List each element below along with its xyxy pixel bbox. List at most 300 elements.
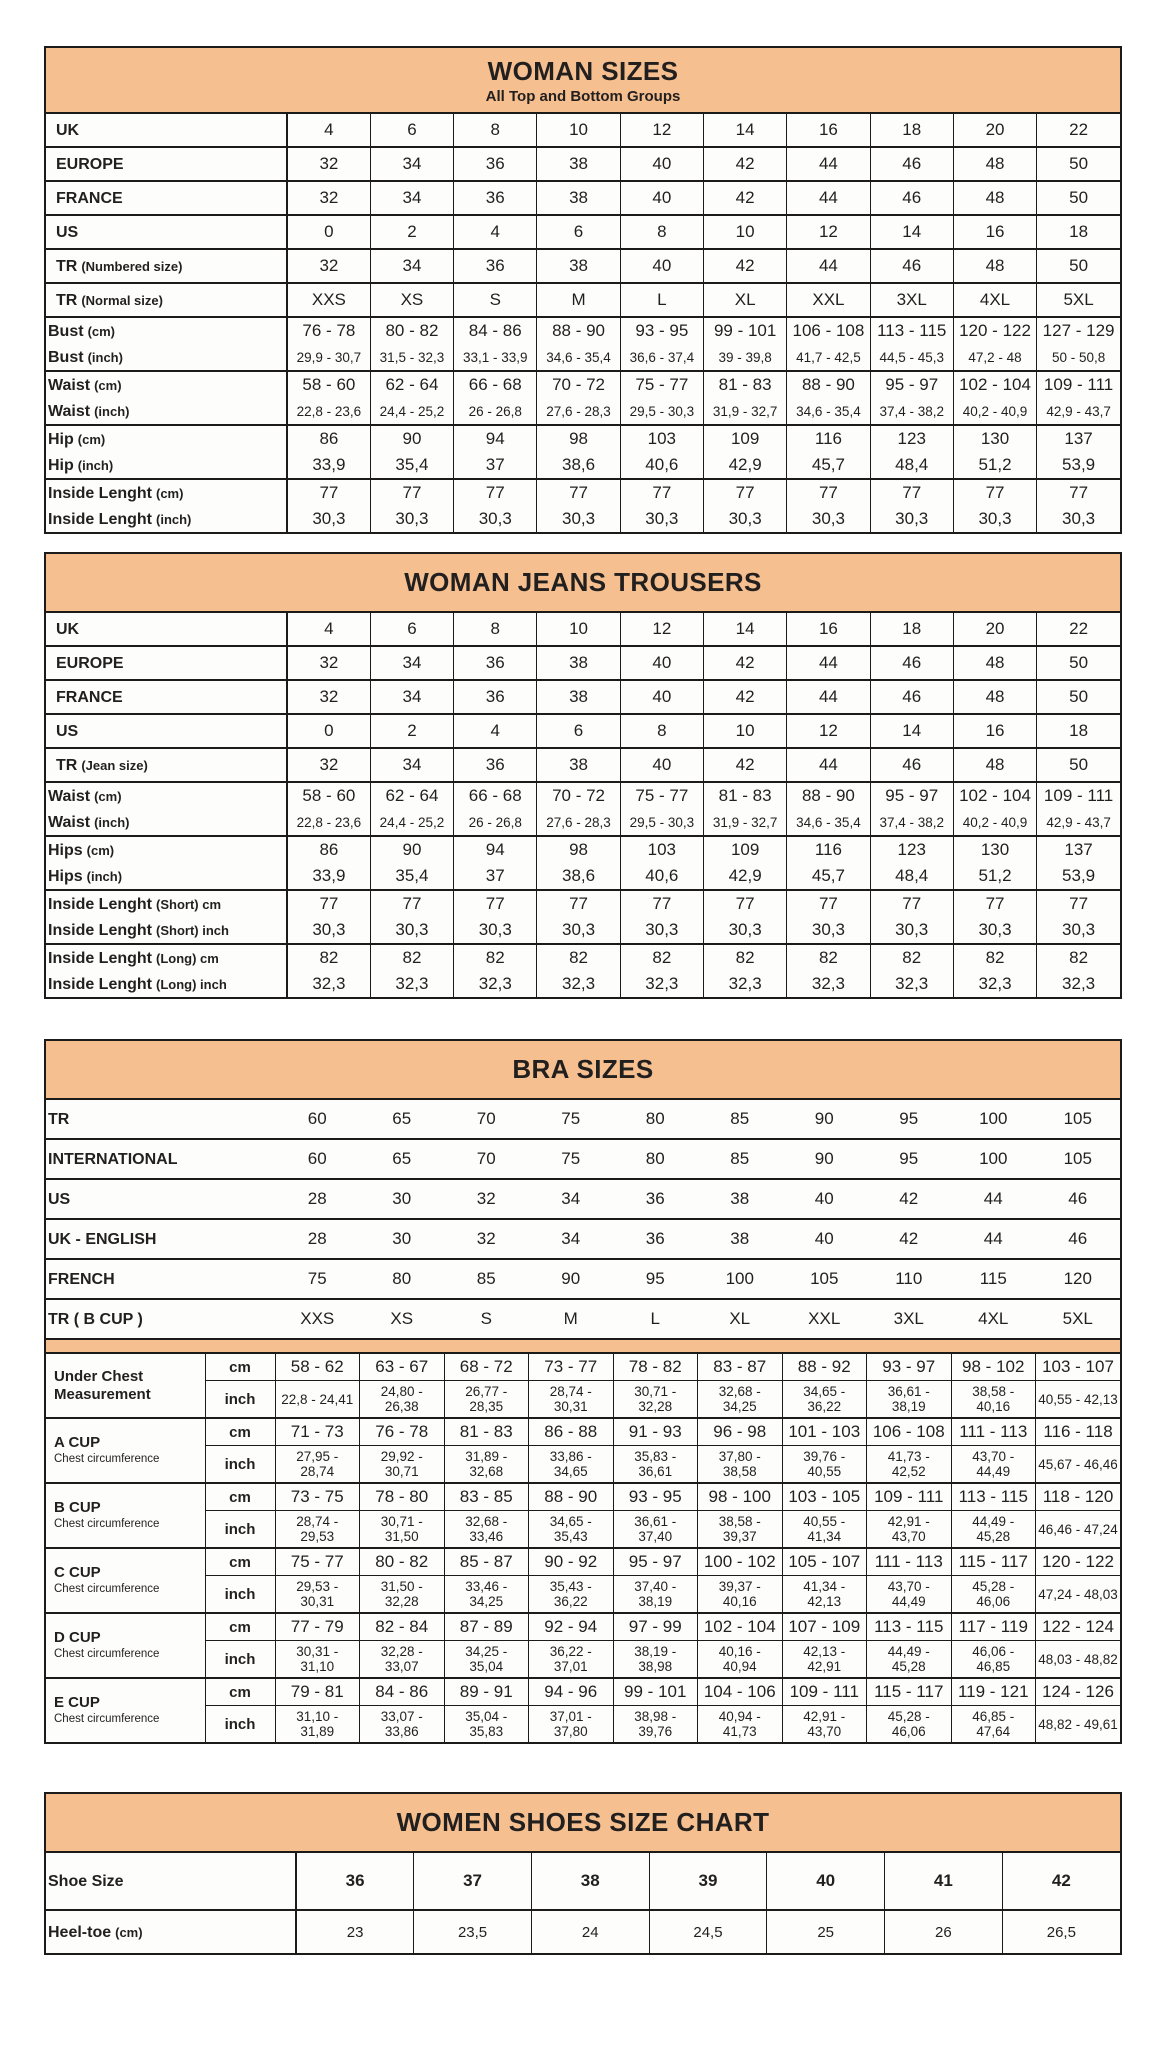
size-value-cell: 37 [454,863,537,890]
table-row-group [46,944,1120,997]
size-value-cell: 38 [537,147,620,181]
table-row [46,748,1120,782]
table-row-group [46,646,1120,680]
row-label-main: Inside Lenght [48,896,152,913]
size-value-cell: XL [703,283,786,317]
size-value-cell: 36 [454,748,537,782]
row-label-main: TR [56,292,78,309]
size-value-cell: 29,9 - 30,7 [287,344,370,371]
size-value-cell: S [480,1309,492,1328]
size-value-cell: 77 [537,479,620,506]
size-value-cell: 48 [953,147,1036,181]
size-value-cell: 38 [730,1229,750,1248]
row-label-main: EUROPE [56,655,124,672]
row-label-note: (cm) [77,432,106,447]
cup-sublabel: Chest circumference [54,1452,160,1465]
table-row [46,215,1120,249]
row-label [46,452,287,479]
row-label [46,809,287,836]
size-value-cell: XL [729,1309,751,1328]
size-value-cell: 89 - 91 [444,1678,529,1706]
size-value-cell: 12 [787,714,870,748]
size-value-cell: 34,65 - 35,43 [529,1511,614,1549]
size-value-cell: 40 [814,1229,834,1248]
table-row [46,1100,1120,1139]
size-value-cell: 6 [537,714,620,748]
size-value-cell: 42 [703,748,786,782]
size-value-cell: 22,8 - 23,6 [287,809,370,836]
size-value-cell: 86 [287,836,370,863]
size-value-cell: 5XL [1062,1309,1093,1328]
table-row-group [46,782,1120,836]
row-label-note: (inch) [94,815,130,830]
size-value-cell: 30,3 [370,917,453,944]
size-value-cell: M [537,283,620,317]
size-value-cell: 42,13 - 42,91 [782,1641,867,1679]
table-row [46,613,1120,646]
row-label-main: Inside Lenght [48,950,152,967]
size-value-cell: 45,28 - 46,06 [867,1706,952,1743]
bra-cup-measurement-table [46,1354,1120,1742]
size-value-cell: 26 [885,1910,1003,1953]
cup-sublabel: Chest circumference [54,1712,160,1725]
size-value-cell: 85 [476,1269,496,1288]
size-value-cell: 90 [370,425,453,452]
size-value-cell: 29,5 - 30,3 [620,398,703,425]
size-value-cell: 42 [703,249,786,283]
size-value-cell: 44 [787,249,870,283]
table-row-group [46,249,1120,283]
size-value-cell: 94 [454,836,537,863]
size-value-cell: 44 [787,147,870,181]
size-value-cell: 34 [370,680,453,714]
size-value-cell: XXS [287,283,370,317]
size-value-cell: 103 - 105 [782,1483,867,1511]
size-value-cell: 40 [620,680,703,714]
row-label-main: Waist [48,788,91,805]
size-value-cell: 31,10 - 31,89 [275,1706,360,1743]
size-value-cell: 40,94 - 41,73 [698,1706,783,1743]
size-value-cell: 77 [620,890,703,917]
size-value-cell: 22 [1037,114,1120,147]
cup-name: Under Chest Measurement [54,1368,151,1403]
table-row-group [46,215,1120,249]
size-value-cell: 46 [870,181,953,215]
size-value-cell: 26,5 [1002,1910,1120,1953]
row-label [46,249,287,283]
size-value-cell: 98 - 100 [698,1483,783,1511]
size-value-cell: 93 - 95 [613,1483,698,1511]
row-label-main: FRANCE [56,689,123,706]
size-value-cell: 4XL [978,1309,1009,1328]
size-value-cell: 45,7 [787,452,870,479]
size-value-cell: 41,34 - 42,13 [782,1576,867,1614]
table-row-group [46,1853,1120,1910]
size-value-cell: 80 - 82 [360,1548,445,1576]
size-value-cell: 120 [1063,1269,1092,1288]
size-value-cell: 45,7 [787,863,870,890]
size-value-cell: 81 - 83 [703,371,786,398]
row-label [46,1219,275,1259]
size-value-cell: 36,61 - 38,19 [867,1381,952,1419]
size-value-cell: 86 [287,425,370,452]
row-label-main: Heel-toe [48,1924,112,1941]
size-value-cell: 4 [454,215,537,249]
size-value-cell: 77 [370,479,453,506]
size-value-cell: 30,3 [287,506,370,532]
size-value-cell: 30,3 [953,917,1036,944]
size-value-cell: 16 [953,215,1036,249]
size-value-cell: 105 - 107 [782,1548,867,1576]
woman-jeans-title: WOMAN JEANS TROUSERS [404,567,762,597]
size-value-cell: 75 [561,1109,581,1128]
size-value-cell: 113 - 115 [951,1483,1036,1511]
size-value-cell: 34 [561,1189,581,1208]
table-row-group [46,714,1120,748]
size-value-cell: 32 [287,249,370,283]
size-value-cell: 38,6 [537,863,620,890]
size-value-cell: 98 - 102 [951,1354,1036,1381]
row-label [46,114,287,147]
table-row-group [46,1354,1120,1418]
size-value-cell: 10 [703,215,786,249]
size-value-cell: 65 [392,1149,412,1168]
size-value-cell: 111 - 113 [867,1548,952,1576]
table-row [46,1259,1120,1299]
row-label [46,944,287,971]
row-label-note: (Numbered size) [81,259,183,274]
size-value-cell: 32,28 - 33,07 [360,1641,445,1679]
size-value-cell: 80 [645,1109,665,1128]
size-value-cell: 77 [370,890,453,917]
size-value-cell: 78 - 82 [613,1354,698,1381]
size-value-cell: 109 [703,836,786,863]
size-value-cell: 30,31 - 31,10 [275,1641,360,1679]
size-value-cell: 115 - 117 [951,1548,1036,1576]
size-value-cell: 20 [953,613,1036,646]
size-value-cell: 137 [1037,836,1120,863]
size-value-cell: 31,9 - 32,7 [703,809,786,836]
size-value-cell: S [454,283,537,317]
size-value-cell: 102 - 104 [698,1613,783,1641]
size-value-cell: 34 [370,646,453,680]
size-value-cell: 137 [1037,425,1120,452]
size-value-cell: 40 [620,181,703,215]
size-value-cell: 97 - 99 [613,1613,698,1641]
table-row-group [46,317,1120,371]
row-label-note: (cm) [115,1925,143,1940]
size-value-cell: 48,03 - 48,82 [1036,1641,1121,1679]
size-value-cell: 18 [870,114,953,147]
table-row [46,971,1120,997]
size-value-cell: 30,3 [1037,506,1120,532]
row-label-note: (cm) [156,486,184,501]
row-label [46,283,287,317]
size-value-cell: 40,2 - 40,9 [953,809,1036,836]
size-value-cell: 75 [561,1149,581,1168]
size-value-cell: 77 [1037,479,1120,506]
size-value-cell: 4 [287,613,370,646]
row-label-main: UK [56,122,80,139]
size-value-cell: 30,3 [953,506,1036,532]
row-label-main: TR ( B CUP ) [48,1311,143,1328]
size-value-cell: 30,3 [620,917,703,944]
row-label-main: Hips [48,842,83,859]
size-value-cell: 82 [953,944,1036,971]
size-value-cell: 95 - 97 [870,782,953,809]
size-value-cell: 88 - 90 [529,1483,614,1511]
size-value-cell: 87 - 89 [444,1613,529,1641]
size-value-cell: 43,70 - 44,49 [951,1446,1036,1484]
size-value-cell: 30,3 [703,506,786,532]
table-row-group [46,1219,1120,1259]
row-label [46,371,287,398]
table-row-group [46,1299,1120,1338]
size-value-cell: 47,2 - 48 [953,344,1036,371]
size-value-cell: 40,16 - 40,94 [698,1641,783,1679]
size-value-cell: XS [370,283,453,317]
table-row-group [46,1139,1120,1179]
size-value-cell: 32,68 - 33,46 [444,1511,529,1549]
size-value-cell: 85 [730,1149,750,1168]
row-label [46,506,287,532]
cup-name: D CUP [54,1629,101,1647]
shoes-header [46,1794,1120,1853]
size-value-cell: 39,76 - 40,55 [782,1446,867,1484]
size-value-cell: 46 [870,147,953,181]
size-value-cell: 50 [1037,181,1120,215]
table-row-group [46,479,1120,532]
size-value-cell: XXS [300,1309,335,1328]
size-value-cell: 82 [703,944,786,971]
table-row [46,398,1120,425]
unit-cell: inch [205,1576,275,1614]
size-value-cell: 41,73 - 42,52 [867,1446,952,1484]
table-row-group [46,890,1120,944]
size-value-cell: 36 [454,181,537,215]
table-row [46,1576,1120,1614]
size-value-cell: 38 [537,680,620,714]
size-value-cell: 53,9 [1037,863,1120,890]
size-value-cell: 38,19 - 38,98 [613,1641,698,1679]
size-value-cell: 127 - 129 [1037,317,1120,344]
size-value-cell: 53,9 [1037,452,1120,479]
cup-label [46,1354,205,1418]
row-label-main: FRANCE [56,190,123,207]
size-value-cell: 70 - 72 [537,782,620,809]
size-value-cell: 104 - 106 [698,1678,783,1706]
row-label-main: Waist [48,814,91,831]
size-value-cell: 32 [287,646,370,680]
cup-label [46,1548,205,1613]
table-row-group [46,1613,1120,1678]
size-value-cell: 65 [392,1109,412,1128]
size-value-cell: 44 [983,1189,1003,1208]
bra-conversion-table [46,1100,1120,1338]
size-value-cell: 30 [392,1189,412,1208]
size-value-cell: 88 - 92 [782,1354,867,1381]
size-value-cell: 35,43 - 36,22 [529,1576,614,1614]
size-value-cell: 76 - 78 [360,1418,445,1446]
size-value-cell: 29,53 - 30,31 [275,1576,360,1614]
row-label-main: Hip [48,431,74,448]
size-value-cell: 44 [787,181,870,215]
size-value-cell: 77 [620,479,703,506]
size-value-cell: 95 - 97 [613,1548,698,1576]
table-row [46,809,1120,836]
table-row [46,1299,1120,1338]
size-value-cell: 46 [1068,1229,1088,1248]
unit-cell: inch [205,1446,275,1484]
row-label [46,971,287,997]
size-value-cell: 50 [1037,680,1120,714]
size-value-cell: 46 [1068,1189,1088,1208]
size-value-cell: 35,83 - 36,61 [613,1446,698,1484]
unit-cell: inch [205,1641,275,1679]
size-value-cell: 18 [870,613,953,646]
size-value-cell: 81 - 83 [703,782,786,809]
size-value-cell: 50 [1037,748,1120,782]
bra-sizes-title: BRA SIZES [512,1054,654,1084]
size-value-cell: 85 - 87 [444,1548,529,1576]
size-value-cell: 40,55 - 41,34 [782,1511,867,1549]
row-label-main: Shoe Size [48,1873,124,1890]
size-value-cell: 37,4 - 38,2 [870,398,953,425]
size-value-cell: 30,3 [454,917,537,944]
size-value-cell: 92 - 94 [529,1613,614,1641]
table-row [46,283,1120,317]
shoes-title: WOMEN SHOES SIZE CHART [396,1807,770,1837]
table-row [46,452,1120,479]
size-value-cell: 82 [454,944,537,971]
size-value-cell: 28,74 - 30,31 [529,1381,614,1419]
size-value-cell: 82 [287,944,370,971]
size-value-cell: 32,3 [620,971,703,997]
size-value-cell: 99 - 101 [703,317,786,344]
size-value-cell: 36,6 - 37,4 [620,344,703,371]
row-label [46,613,287,646]
size-value-cell: 46 [870,646,953,680]
row-label-main: TR [56,757,78,774]
table-row [46,479,1120,506]
size-value-cell: 95 [899,1109,919,1128]
size-value-cell: 48 [953,249,1036,283]
size-value-cell: 36 [454,646,537,680]
size-value-cell: 40 [620,249,703,283]
row-label-main: Hip [48,457,74,474]
size-value-cell: 116 - 118 [1036,1418,1121,1446]
size-value-cell: 45,28 - 46,06 [951,1576,1036,1614]
size-value-cell: 32 [287,748,370,782]
size-value-cell: 98 [537,836,620,863]
size-value-cell: 42 [703,680,786,714]
size-value-cell: 30,3 [537,506,620,532]
size-value-cell: 41,7 - 42,5 [787,344,870,371]
size-value-cell: 51,2 [953,863,1036,890]
table-row [46,917,1120,944]
size-value-cell: 120 - 122 [953,317,1036,344]
size-value-cell: 62 - 64 [370,371,453,398]
size-value-cell: 36 [296,1853,414,1910]
shoes-table [46,1853,1120,1953]
size-value-cell: 119 - 121 [951,1678,1036,1706]
size-value-cell: 60 [307,1149,327,1168]
size-value-cell: 10 [537,613,620,646]
size-value-cell: 116 [787,425,870,452]
size-value-cell: 32,3 [287,971,370,997]
row-label-main: TR [48,1111,70,1128]
cup-label [46,1418,205,1483]
size-value-cell: 8 [620,714,703,748]
table-row [46,317,1120,344]
size-value-cell: 48,4 [870,863,953,890]
cup-sublabel: Chest circumference [54,1517,160,1530]
size-value-cell: 12 [620,114,703,147]
table-row [46,181,1120,215]
size-value-cell: 45,67 - 46,46 [1036,1446,1121,1484]
size-value-cell: 50 - 50,8 [1037,344,1120,371]
size-value-cell: 14 [703,114,786,147]
size-value-cell: 81 - 83 [444,1418,529,1446]
row-label [46,215,287,249]
size-value-cell: 42 [703,646,786,680]
size-value-cell: 33,9 [287,863,370,890]
size-value-cell: 26,77 - 28,35 [444,1381,529,1419]
row-label-note: (Jean size) [81,758,148,773]
size-value-cell: 36 [645,1189,665,1208]
size-value-cell: 6 [370,114,453,147]
row-label-note: (inch) [94,404,130,419]
row-label-note: (Normal size) [81,293,163,308]
size-value-cell: 98 [537,425,620,452]
size-value-cell: 88 - 90 [787,782,870,809]
size-value-cell: 80 - 82 [370,317,453,344]
size-value-cell: 44 [787,646,870,680]
size-value-cell: 91 - 93 [613,1418,698,1446]
row-label [46,646,287,680]
row-label-note: (Short) cm [156,897,221,912]
woman-jeans-header [46,554,1120,613]
size-value-cell: 82 [537,944,620,971]
row-label [46,147,287,181]
size-value-cell: 123 [870,836,953,863]
row-label [46,890,287,917]
row-label-note: (Short) inch [156,923,229,938]
size-value-cell: 109 - 111 [782,1678,867,1706]
size-value-cell: 73 - 75 [275,1483,360,1511]
size-value-cell: 83 - 85 [444,1483,529,1511]
size-value-cell: 103 - 107 [1036,1354,1121,1381]
size-value-cell: 32 [287,680,370,714]
size-value-cell: 33,07 - 33,86 [360,1706,445,1743]
row-label [46,863,287,890]
size-value-cell: 77 [703,479,786,506]
size-value-cell: 115 [979,1269,1007,1288]
table-row [46,1179,1120,1219]
size-value-cell: 80 [645,1149,665,1168]
size-value-cell: 8 [454,613,537,646]
size-value-cell: L [650,1309,660,1328]
size-value-cell: 75 - 77 [620,371,703,398]
table-row [46,1678,1120,1706]
size-value-cell: 36 [454,680,537,714]
size-value-cell: 32,3 [870,971,953,997]
size-value-cell: 113 - 115 [870,317,953,344]
size-value-cell: 44,49 - 45,28 [867,1641,952,1679]
size-value-cell: 46 [870,680,953,714]
size-value-cell: 117 - 119 [951,1613,1036,1641]
bra-sizes-header [46,1041,1120,1100]
